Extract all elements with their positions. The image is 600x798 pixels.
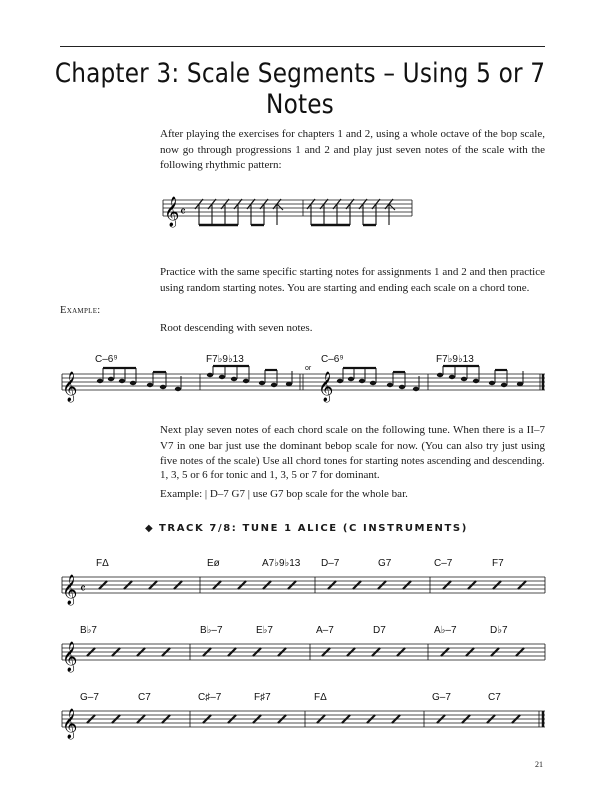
chord-symbol: C7 [138,692,151,703]
chord-symbol: C♯–7 [198,692,222,703]
example-chord-3: C–6⁹ [321,354,344,365]
page-number: 21 [535,760,543,769]
practice-paragraph: Practice with the same specific starting notes for assignments 1 and 2 and then practice using random starting notes. You are starting and ending each scale on a chord tone. [160,266,545,294]
chord-symbol: D7 [373,625,386,636]
track-bullet-icon: ◆ [145,523,155,534]
chord-symbol: FΔ [314,692,327,703]
chapter-title: Chapter 3: Scale Segments – Using 5 or 7 Notes [54,58,546,120]
chord-symbol: C7 [488,692,501,703]
example-or-label: or [305,365,312,372]
chord-symbol: C–7 [434,558,453,569]
root-descending-text: Root descending with seven notes. [160,322,313,334]
lead-sheet-line-1 [0,555,600,610]
svg-text:𝄞: 𝄞 [62,575,78,605]
chord-symbol: A7♭9♭13 [262,558,301,569]
example-label: Example: [60,305,101,316]
top-rule [60,46,545,47]
chord-symbol: B♭7 [80,625,97,636]
chord-symbol: F7 [492,558,504,569]
lead-sheet-line-3 [0,689,600,744]
chord-tones-text: 1, 3, 5 or 6 for tonic and 1, 3, 5 or 7 for dominant. [160,469,380,481]
lead-sheet-line-2 [0,622,600,677]
chord-symbol: G–7 [80,692,99,703]
track-heading [145,523,468,534]
example-chord-1: C–6⁹ [95,354,118,365]
chord-symbol: Eø [207,558,220,569]
rhythm-staff [0,185,600,245]
example-chord-4: F7♭9♭13 [436,354,474,365]
svg-text:𝄞: 𝄞 [62,709,78,739]
chord-symbol: A–7 [316,625,334,636]
chord-symbol: A♭–7 [434,625,457,636]
example-chord-2: F7♭9♭13 [206,354,244,365]
next-paragraph: Next play seven notes of each chord scale on the following tune. When there is a II–7 V7 in one bar just use the dominant bebop scale for now. (You can also try just using five notes of the scale) Use all chord tones for starting notes ascending and descending. [160,424,545,467]
chord-symbol: G7 [378,558,392,569]
chord-symbol: D♭7 [490,625,508,636]
chord-symbol: B♭–7 [200,625,223,636]
svg-text:𝄴: 𝄴 [80,582,86,597]
svg-text:𝄞: 𝄞 [318,372,334,402]
example-staff [0,345,600,410]
svg-text:𝄞: 𝄞 [62,372,78,402]
svg-text:𝄴: 𝄴 [180,205,186,220]
treble-clef: 𝄞 [164,197,180,227]
chord-symbol: D–7 [321,558,340,569]
intro-paragraph: After playing the exercises for chapters 1 and 2, using a whole octave of the bop scale, now go through progressions 1 and 2 and play just seven notes of the scale with the following rhythmic pattern: [160,128,545,171]
track-heading-text: TRACK 7/8: TUNE 1 ALICE (C INSTRUMENTS) [159,523,468,534]
chord-symbol: F♯7 [254,692,271,703]
example-line-text: Example: | D–7 G7 | use G7 bop scale for the whole bar. [160,488,408,500]
chord-symbol: G–7 [432,692,451,703]
chord-symbol: E♭7 [256,625,273,636]
chord-symbol: FΔ [96,558,109,569]
svg-text:𝄞: 𝄞 [62,642,78,672]
